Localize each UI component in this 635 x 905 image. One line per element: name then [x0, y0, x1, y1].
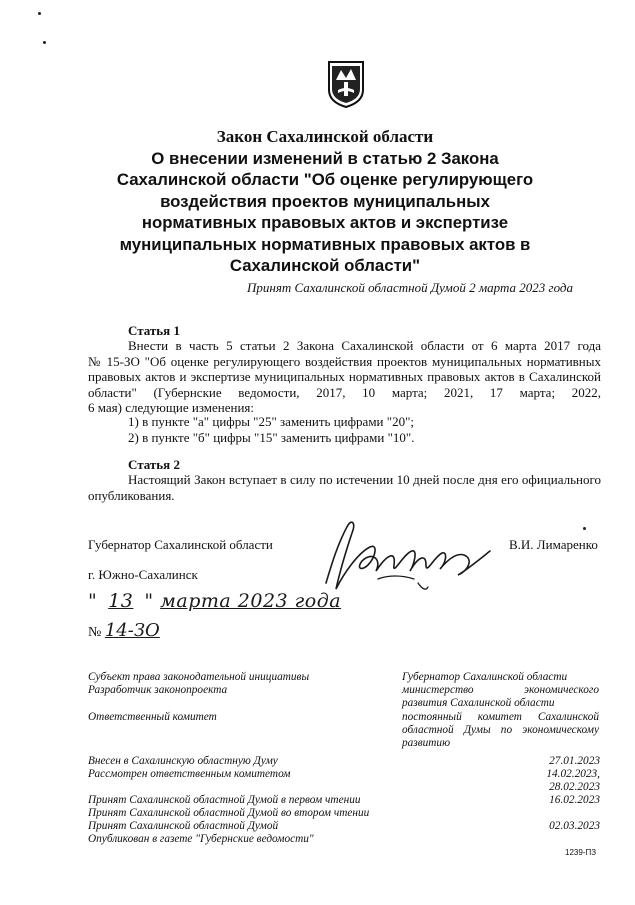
event-date: 14.02.2023, — [546, 768, 600, 780]
event-label: Опубликован в газете "Губернские ведомости" — [88, 833, 314, 845]
date-quote: " — [88, 590, 98, 612]
number-value: 14-ЗО — [104, 620, 160, 641]
law-subtitle-line: О внесении изменений в статью 2 Закона — [151, 148, 499, 168]
meta-value-line: министерство экономического — [402, 684, 599, 697]
number-sign: № — [88, 625, 102, 640]
event-date: 28.02.2023 — [549, 781, 600, 793]
paragraph-line: опубликования. — [88, 487, 175, 503]
event-date: 16.02.2023 — [549, 794, 600, 806]
paragraph-line: правовых актов и экспертизе муниципальных нормативных правовых актов в Сахалинской — [88, 369, 601, 385]
meta-label: Ответственный комитет — [88, 711, 217, 723]
paragraph-line: № 15-ЗО "Об оценке регулирующего воздействия проектов муниципальных нормативных — [88, 353, 601, 369]
paragraph-line: Настоящий Закон вступает в силу по истечении 10 дней после дня его официального — [128, 472, 601, 487]
article-1-item: 1) в пункте "а" цифры "25" заменить цифрами "20"; — [128, 414, 414, 429]
paragraph-line: 6 мая) следующие изменения: — [88, 400, 255, 416]
handwritten-signature — [318, 513, 498, 598]
law-subtitle-line: воздействия проектов муниципальных — [160, 191, 490, 211]
date-day: 13 — [108, 590, 134, 612]
document-code: 1239-ПЗ — [565, 848, 597, 857]
law-number — [88, 620, 160, 641]
date-month-year: марта 2023 года — [160, 590, 342, 612]
event-label: Внесен в Сахалинскую областную Думу — [88, 755, 278, 767]
law-subtitle-line: Сахалинской области "Об оценке регулирующего — [116, 170, 534, 189]
article-1-item: 2) в пункте "б" цифры "15" заменить цифрами "10". — [128, 430, 415, 445]
meta-value-line: областной Думы по экономическому — [402, 723, 599, 736]
meta-value-line: постоянный комитет Сахалинской — [402, 710, 599, 723]
meta-subject-value — [402, 671, 599, 750]
scan-speck — [38, 12, 41, 15]
event-label: Принят Сахалинской областной Думой во втором чтении — [88, 807, 370, 819]
event-label: Принят Сахалинской областной Думой в первом чтении — [88, 794, 361, 806]
signing-city: г. Южно-Сахалинск — [88, 567, 198, 582]
law-title: Закон Сахалинской области — [216, 127, 434, 146]
scan-speck — [583, 527, 586, 530]
paragraph-line: области" (Губернские ведомости, 2017, 10 марта; 2021, 17 марта; 2022, — [88, 384, 601, 400]
meta-label: Разработчик законопроекта — [88, 684, 228, 696]
article-2-heading: Статья 2 — [128, 457, 180, 472]
law-subtitle-line: нормативных правовых актов и экспертизе — [141, 213, 509, 232]
date-quote: " — [144, 590, 154, 612]
paragraph-line: Внести в часть 5 статьи 2 Закона Сахалинской области от 6 марта 2017 года — [128, 338, 601, 353]
event-label: Рассмотрен ответственным комитетом — [88, 768, 291, 780]
signing-date — [88, 590, 341, 612]
meta-label: Субъект права законодательной инициативы — [88, 671, 310, 683]
event-date: 02.03.2023 — [549, 820, 600, 832]
event-date: 27.01.2023 — [549, 755, 600, 767]
meta-value-line: развитию — [402, 737, 451, 750]
law-subtitle-line: муниципальных нормативных правовых актов в — [119, 234, 531, 254]
article-2-paragraph — [88, 472, 601, 503]
scan-speck — [43, 41, 46, 44]
article-1-heading: Статья 1 — [128, 323, 180, 338]
article-1-paragraph — [88, 338, 601, 416]
meta-value-line: Губернатор Сахалинской области — [402, 671, 568, 683]
adoption-note: Принят Сахалинской областной Думой 2 марта 2023 года — [247, 280, 573, 295]
coat-of-arms-emblem — [327, 60, 365, 108]
law-subtitle-line: Сахалинской области" — [229, 256, 421, 275]
meta-value-line: развития Сахалинской области — [402, 697, 555, 710]
event-label: Принят Сахалинской областной Думой — [88, 820, 279, 832]
law-title-block — [95, 126, 555, 277]
governor-name: В.И. Лимаренко — [509, 537, 598, 552]
governor-position: Губернатор Сахалинской области — [88, 537, 273, 552]
